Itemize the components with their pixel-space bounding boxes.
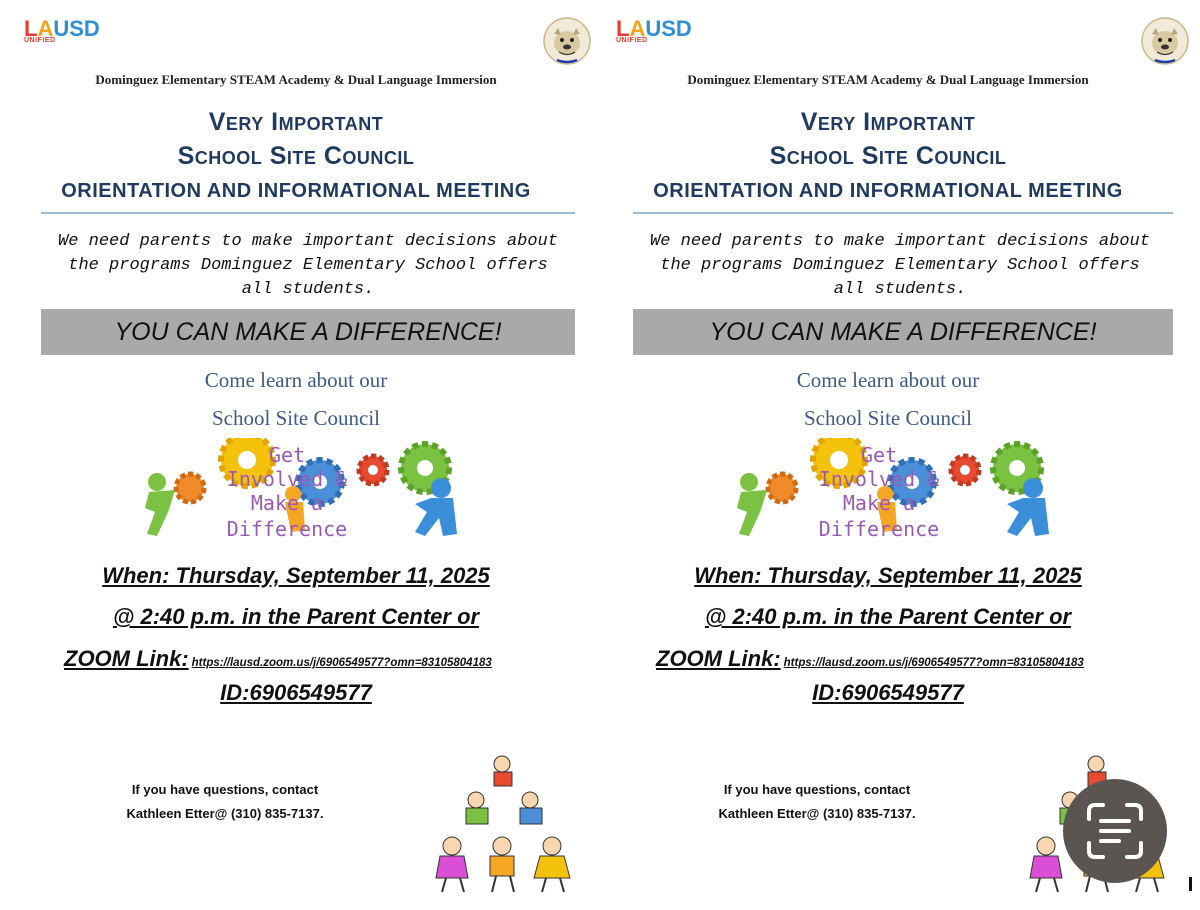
zoom-link[interactable]: https://lausd.zoom.us/j/6906549577?omn=83105804183 (191, 657, 492, 669)
difference-banner: YOU CAN MAKE A DIFFERENCE! (41, 309, 575, 355)
meeting-time: @ 2:40 p.m. in the Parent Center or (704, 604, 1072, 629)
bulldog-mascot-icon (1140, 16, 1190, 66)
zoom-id: ID:6906549577 (812, 680, 964, 705)
flyer-left (0, 0, 592, 910)
intro-text: We need parents to make important decisions about the programs Dominguez Elementary School offers all students. (58, 232, 558, 299)
bulldog-mascot-icon (542, 16, 592, 66)
gears-text-difference: Difference (226, 517, 348, 541)
contact-info: If you have questions, contact Kathleen Etter@ (310) 835-7137. (718, 782, 916, 821)
title-school-site-council: School Site Council (769, 142, 1007, 170)
green-figure-icon (145, 473, 175, 536)
green-figure-icon (737, 473, 767, 536)
text-cursor (1189, 877, 1192, 891)
text-scan-icon (1063, 779, 1167, 883)
zoom-line: ZOOM Link: https://lausd.zoom.us/j/6906549577?omn=83105804183 (656, 646, 1084, 671)
gear-icon (359, 456, 387, 484)
gears-text-difference: Difference (818, 517, 940, 541)
gears-text-get: Get (860, 443, 898, 467)
gears-text-involved: Involved & (818, 467, 940, 491)
lausd-logo: LAUSD UNIFIED (616, 16, 692, 44)
title-very-important: Very Important (800, 108, 976, 136)
gears-text-make: Make a (250, 491, 324, 515)
divider (41, 212, 575, 214)
kid-icon (520, 792, 542, 824)
title-orientation-meeting: ORIENTATION AND INFORMATIONAL MEETING (653, 180, 1123, 202)
get-involved-gears-illustration (135, 438, 465, 542)
zoom-line: ZOOM Link: https://lausd.zoom.us/j/6906549577?omn=83105804183 (64, 646, 492, 671)
kid-icon (1030, 837, 1062, 878)
difference-banner: YOU CAN MAKE A DIFFERENCE! (633, 309, 1173, 355)
meeting-time: @ 2:40 p.m. in the Parent Center or (112, 604, 480, 629)
divider (633, 212, 1173, 214)
school-name: Dominguez Elementary STEAM Academy & Dual Language Immersion (95, 72, 497, 87)
title-school-site-council: School Site Council (177, 142, 415, 170)
kid-icon (436, 837, 468, 878)
kid-icon (534, 837, 570, 878)
contact-info: If you have questions, contact Kathleen Etter@ (310) 835-7137. (126, 782, 324, 821)
gear-icon (768, 474, 796, 502)
gear-icon (176, 474, 204, 502)
school-name: Dominguez Elementary STEAM Academy & Dual Language Immersion (687, 72, 1089, 87)
learn-line-1: Come learn about our (204, 368, 388, 392)
kid-icon (466, 792, 488, 824)
zoom-link[interactable]: https://lausd.zoom.us/j/6906549577?omn=83105804183 (783, 657, 1084, 669)
learn-line-2: School Site Council (212, 406, 380, 430)
learn-line-2: School Site Council (804, 406, 972, 430)
flyer-right (592, 0, 1184, 910)
gears-text-get: Get (268, 443, 306, 467)
get-involved-gears-illustration (727, 438, 1057, 542)
kid-icon (494, 756, 512, 786)
title-orientation-meeting: ORIENTATION AND INFORMATIONAL MEETING (61, 180, 531, 202)
lausd-logo: LAUSD UNIFIED (24, 16, 100, 44)
meeting-date: When: Thursday, September 11, 2025 (694, 563, 1082, 588)
learn-line-1: Come learn about our (796, 368, 980, 392)
intro-text: We need parents to make important decisions about the programs Dominguez Elementary School offers all students. (650, 232, 1150, 299)
meeting-date: When: Thursday, September 11, 2025 (102, 563, 490, 588)
gears-text-make: Make a (842, 491, 916, 515)
gears-text-involved: Involved & (226, 467, 348, 491)
gear-icon (951, 456, 979, 484)
title-very-important: Very Important (208, 108, 384, 136)
text-scan-button[interactable] (1063, 779, 1167, 883)
kids-pyramid-illustration (430, 752, 580, 897)
zoom-id: ID:6906549577 (220, 680, 372, 705)
kid-icon (490, 837, 514, 876)
